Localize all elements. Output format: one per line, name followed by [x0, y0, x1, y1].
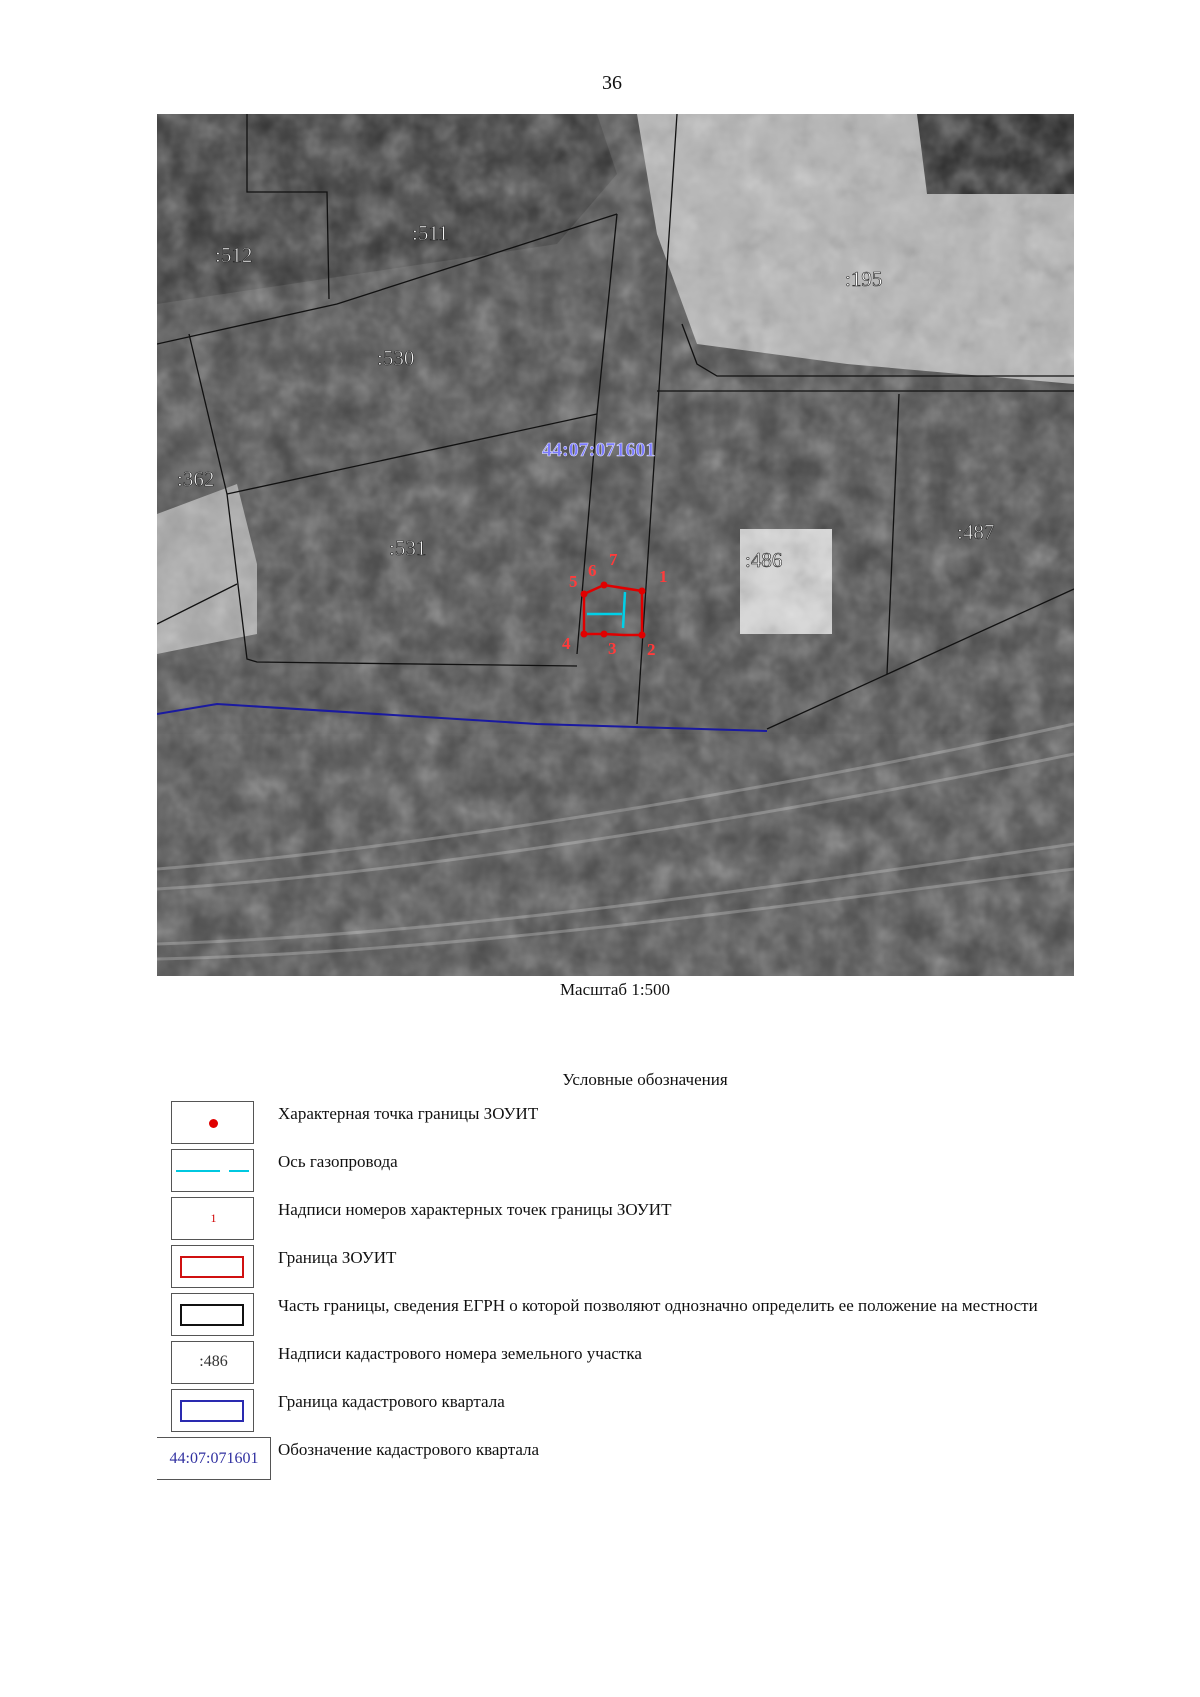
zouit-point-2	[639, 632, 646, 639]
parcel-label-362: :362	[177, 467, 215, 491]
legend-symbol-point	[171, 1101, 254, 1144]
legend-label-point: Характерная точка границы ЗОУИТ	[278, 1104, 539, 1123]
legend-symbol-quarter-number	[157, 1437, 271, 1480]
legend-label-quarter-number: Обозначение кадастрового квартала	[278, 1440, 540, 1459]
cadastral-number-icon: :486	[199, 1353, 228, 1370]
zouit-point-4	[581, 631, 588, 638]
legend-label-zouit: Граница ЗОУИТ	[278, 1248, 397, 1267]
parcel-label-531: :531	[389, 536, 427, 560]
legend-label-quarter-boundary: Граница кадастрового квартала	[278, 1392, 505, 1411]
legend-symbol-gas-axis	[171, 1149, 254, 1192]
legend-label-point-number: Надписи номеров характерных точек границы ЗОУИТ	[278, 1200, 672, 1219]
legend-symbol-quarter-boundary	[171, 1389, 254, 1432]
point-label-6: 6	[588, 561, 597, 580]
zouit-point-1	[639, 588, 646, 595]
red-dot-icon	[209, 1119, 218, 1128]
cyan-dash-icon	[229, 1170, 249, 1172]
legend-label-cadastral-number: Надписи кадастрового номера земельного участка	[278, 1344, 642, 1363]
legend-symbol-zouit	[171, 1245, 254, 1288]
quarter-label: 44:07:071601	[542, 439, 656, 461]
legend-symbol-cadastral-number	[171, 1341, 254, 1384]
map-svg	[157, 114, 1074, 976]
legend-symbol-parcel-boundary	[171, 1293, 254, 1336]
parcel-label-511: :511	[412, 221, 449, 245]
legend-item-quarter-number	[0, 1437, 1200, 1485]
point-label-1: 1	[659, 567, 668, 586]
legend-label-gas-axis: Ось газопровода	[278, 1152, 398, 1171]
point-label-3: 3	[608, 639, 617, 658]
point-label-7: 7	[609, 550, 618, 569]
black-rectangle-icon	[180, 1304, 244, 1326]
legend-item-point-number	[0, 1197, 1200, 1245]
legend-item-cadastral-number	[0, 1341, 1200, 1389]
zouit-point-6	[601, 582, 608, 589]
parcel-label-486: :486	[745, 548, 783, 572]
legend-title: Условные обозначения	[562, 1070, 728, 1089]
parcel-label-530: :530	[377, 346, 415, 370]
zouit-point-5	[581, 591, 588, 598]
point-label-2: 2	[647, 640, 656, 659]
legend-item-parcel-boundary	[0, 1293, 1200, 1341]
aerial-texture	[157, 114, 1074, 976]
parcel-label-512: :512	[215, 243, 253, 267]
legend-label-parcel-boundary: Часть границы, сведения ЕГРН о которой позволяют однозначно определить ее положение на местности	[278, 1296, 1038, 1315]
page-number: 36	[602, 72, 622, 94]
zouit-point-3	[601, 631, 608, 638]
legend-item-point	[0, 1101, 1200, 1149]
parcel-label-487: :487	[957, 520, 995, 544]
parcel-label-195: :195	[845, 267, 883, 291]
legend-symbol-point-number	[171, 1197, 254, 1240]
point-label-4: 4	[562, 634, 571, 653]
cadastral-map	[157, 114, 1074, 976]
point-label-5: 5	[569, 572, 578, 591]
map-scale: Масштаб 1:500	[559, 980, 671, 999]
blue-rectangle-icon	[180, 1400, 244, 1422]
red-number-icon: 1	[210, 1211, 217, 1225]
legend-item-quarter-boundary	[0, 1389, 1200, 1437]
red-rectangle-icon	[180, 1256, 244, 1278]
quarter-number-icon: 44:07:071601	[169, 1450, 259, 1467]
legend-item-gas-axis	[0, 1149, 1200, 1197]
legend-item-zouit	[0, 1245, 1200, 1293]
cyan-dash-icon	[176, 1170, 220, 1172]
